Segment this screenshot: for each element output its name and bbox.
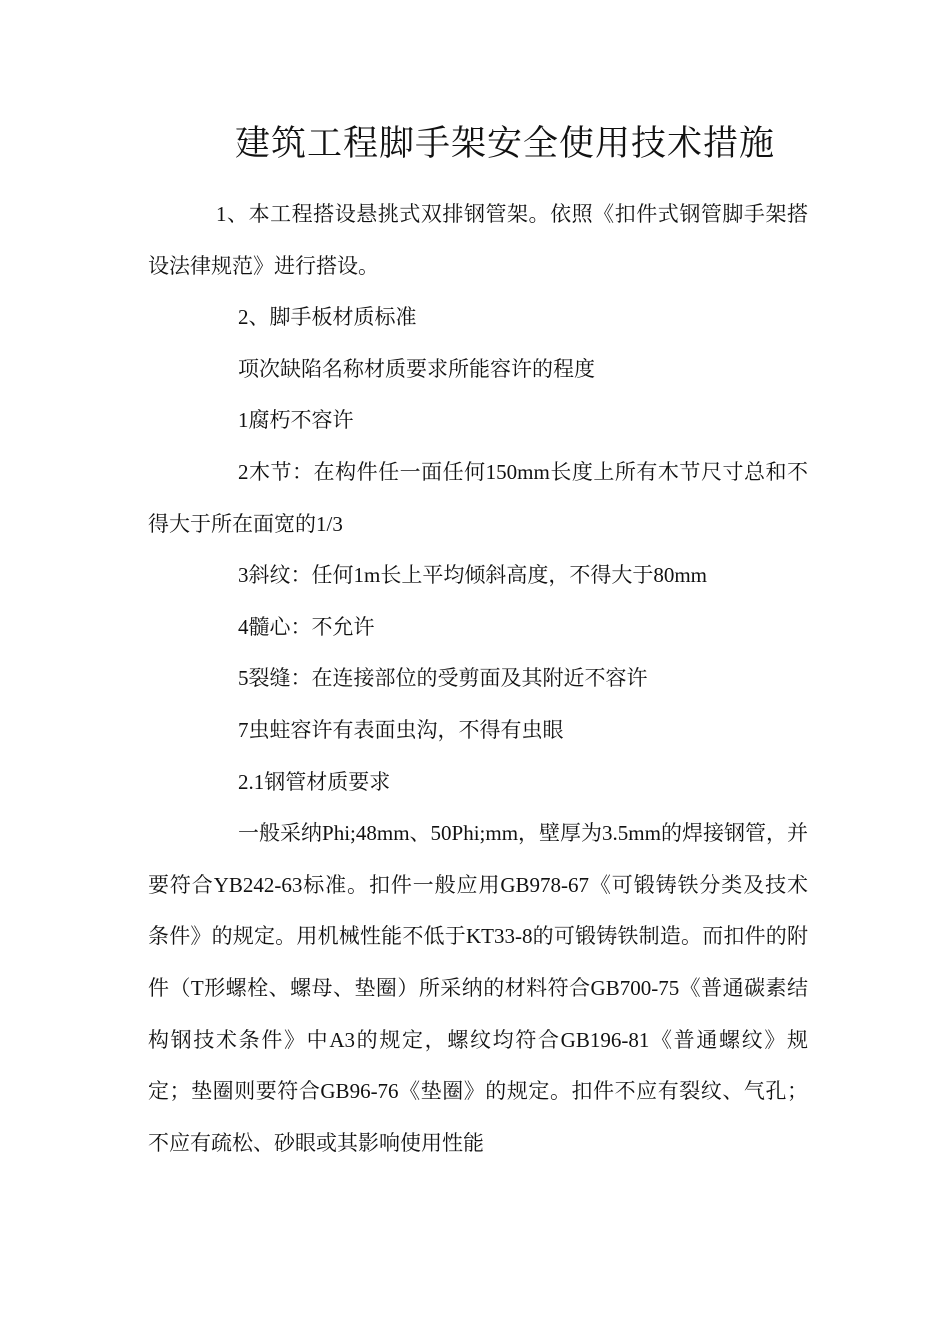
paragraph-scaffold-type: 1、本工程搭设悬挑式双排钢管架。依照《扣件式钢管脚手架搭设法律规范》进行搭设。 bbox=[148, 202, 808, 278]
paragraph-defect-rot: 1腐朽不容许 bbox=[238, 408, 354, 433]
paragraph-defect-table-header: 项次缺陷名称材质要求所能容许的程度 bbox=[238, 356, 595, 381]
paragraph-defect-knots: 2木节：在构件任一面任何150mm长度上所有木节尺寸总和不得大于所在面宽的1/3 bbox=[148, 459, 808, 536]
paragraph-steel-pipe-heading: 2.1钢管材质要求 bbox=[238, 769, 391, 794]
paragraph-steel-pipe-requirements: 一般采纳Phi;48mm、50Phi;mm，壁厚为3.5mm的焊接钢管，并要符合YB242-63标准。扣件一般应用GB978-67《可锻铸铁分类及技术条件》的规定。用机械性能不低于KT33-8的可锻铸铁制造。而扣件的附件（T形螺栓、螺母、垫圈）所采纳的材料符合GB700-75《普通碳素结构钢技术条件》中A3的规定，螺纹均符合GB196-81《普通螺纹》规定；垫圈则要符合GB96-76《垫圈》的规定。扣件不应有裂纹、气孔；不应有疏松、砂眼或其影响使用性能 bbox=[148, 821, 808, 1155]
document-body bbox=[148, 189, 808, 1169]
paragraph-board-standard-heading: 2、脚手板材质标准 bbox=[238, 305, 417, 330]
document-title: 建筑工程脚手架安全使用技术措施 bbox=[234, 124, 775, 163]
paragraph-defect-pith: 4髓心：不允许 bbox=[238, 614, 375, 639]
paragraph-defect-cracks: 5裂缝：在连接部位的受剪面及其附近不容许 bbox=[238, 666, 648, 691]
paragraph-defect-slope-grain: 3斜纹：任何1m长上平均倾斜高度，不得大于80mm bbox=[238, 563, 708, 588]
paragraph-defect-insects: 7虫蛀容许有表面虫沟，不得有虫眼 bbox=[238, 717, 564, 742]
